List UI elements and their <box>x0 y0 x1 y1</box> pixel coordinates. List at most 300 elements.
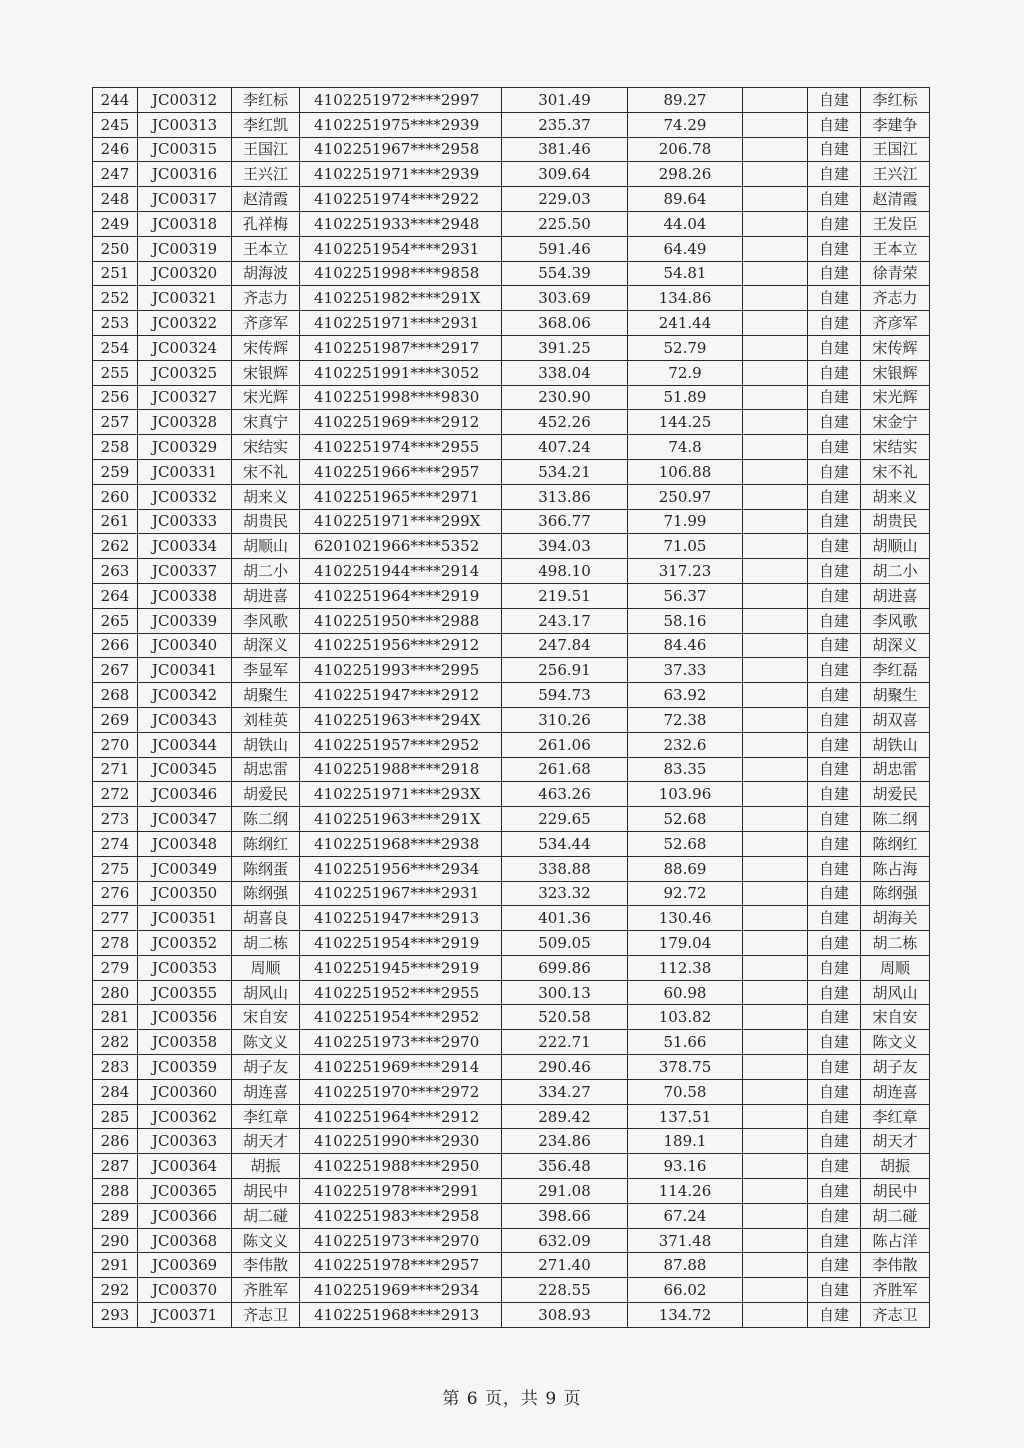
construction-type-cell: 自建 <box>808 1005 861 1030</box>
builder-name-cell: 胡二小 <box>861 559 930 584</box>
blank-cell-cell <box>743 683 808 708</box>
construction-type-cell: 自建 <box>808 1104 861 1129</box>
id-number-cell: 4102251947****2913 <box>300 906 502 931</box>
id-number-cell: 4102251974****2922 <box>300 187 502 212</box>
builder-name-cell: 李红磊 <box>861 658 930 683</box>
construction-type-cell: 自建 <box>808 112 861 137</box>
row-number-cell: 266 <box>93 633 138 658</box>
id-number-cell: 4102251990****2930 <box>300 1129 502 1154</box>
row-number-cell: 244 <box>93 88 138 113</box>
householder-name-cell: 李红标 <box>232 88 300 113</box>
homestead-area-cell: 391.25 <box>502 335 628 360</box>
table-row <box>93 360 930 385</box>
row-number-cell: 278 <box>93 931 138 956</box>
builder-name-cell: 胡忠雷 <box>861 757 930 782</box>
blank-cell-cell <box>743 509 808 534</box>
homestead-area-cell: 222.71 <box>502 1030 628 1055</box>
building-area-cell: 130.46 <box>628 906 743 931</box>
homestead-area-cell: 229.65 <box>502 807 628 832</box>
builder-name-cell: 王兴江 <box>861 162 930 187</box>
row-number-cell: 286 <box>93 1129 138 1154</box>
record-code-cell: JC00369 <box>138 1253 232 1278</box>
householder-name-cell: 陈文义 <box>232 1228 300 1253</box>
row-number-cell: 273 <box>93 807 138 832</box>
record-code-cell: JC00325 <box>138 360 232 385</box>
householder-name-cell: 胡二小 <box>232 559 300 584</box>
row-number-cell: 277 <box>93 906 138 931</box>
row-number-cell: 255 <box>93 360 138 385</box>
record-code-cell: JC00360 <box>138 1079 232 1104</box>
row-number-cell: 268 <box>93 683 138 708</box>
homestead-area-cell: 398.66 <box>502 1203 628 1228</box>
construction-type-cell: 自建 <box>808 906 861 931</box>
table-row <box>93 137 930 162</box>
row-number-cell: 276 <box>93 881 138 906</box>
householder-name-cell: 王国江 <box>232 137 300 162</box>
table-row <box>93 658 930 683</box>
footer-page-number: 6 <box>466 1389 479 1409</box>
building-area-cell: 88.69 <box>628 856 743 881</box>
householder-name-cell: 陈纲蛋 <box>232 856 300 881</box>
record-code-cell: JC00317 <box>138 187 232 212</box>
builder-name-cell: 王发臣 <box>861 211 930 236</box>
building-area-cell: 89.64 <box>628 187 743 212</box>
table-row <box>93 707 930 732</box>
blank-cell-cell <box>743 88 808 113</box>
homestead-area-cell: 300.13 <box>502 980 628 1005</box>
homestead-area-cell: 509.05 <box>502 931 628 956</box>
record-code-cell: JC00347 <box>138 807 232 832</box>
id-number-cell: 4102251968****2938 <box>300 831 502 856</box>
building-area-cell: 114.26 <box>628 1179 743 1204</box>
row-number-cell: 269 <box>93 707 138 732</box>
record-code-cell: JC00338 <box>138 583 232 608</box>
record-code-cell: JC00343 <box>138 707 232 732</box>
record-code-cell: JC00364 <box>138 1154 232 1179</box>
building-area-cell: 87.88 <box>628 1253 743 1278</box>
table-row <box>93 1129 930 1154</box>
blank-cell-cell <box>743 1030 808 1055</box>
building-area-cell: 58.16 <box>628 608 743 633</box>
table-row <box>93 211 930 236</box>
building-area-cell: 137.51 <box>628 1104 743 1129</box>
builder-name-cell: 胡天才 <box>861 1129 930 1154</box>
householder-name-cell: 宋真宁 <box>232 410 300 435</box>
row-number-cell: 263 <box>93 559 138 584</box>
record-code-cell: JC00348 <box>138 831 232 856</box>
id-number-cell: 4102251970****2972 <box>300 1079 502 1104</box>
id-number-cell: 4102251964****2919 <box>300 583 502 608</box>
row-number-cell: 290 <box>93 1228 138 1253</box>
row-number-cell: 249 <box>93 211 138 236</box>
householder-name-cell: 胡连喜 <box>232 1079 300 1104</box>
householder-name-cell: 陈纲强 <box>232 881 300 906</box>
homestead-area-cell: 334.27 <box>502 1079 628 1104</box>
blank-cell-cell <box>743 1055 808 1080</box>
householder-name-cell: 胡忠雷 <box>232 757 300 782</box>
page-footer <box>0 1384 1024 1409</box>
record-code-cell: JC00356 <box>138 1005 232 1030</box>
householder-name-cell: 宋光辉 <box>232 385 300 410</box>
blank-cell-cell <box>743 906 808 931</box>
row-number-cell: 270 <box>93 732 138 757</box>
construction-type-cell: 自建 <box>808 88 861 113</box>
blank-cell-cell <box>743 385 808 410</box>
row-number-cell: 288 <box>93 1179 138 1204</box>
blank-cell-cell <box>743 732 808 757</box>
construction-type-cell: 自建 <box>808 236 861 261</box>
table-row <box>93 335 930 360</box>
row-number-cell: 248 <box>93 187 138 212</box>
row-number-cell: 246 <box>93 137 138 162</box>
id-number-cell: 4102251967****2931 <box>300 881 502 906</box>
homestead-area-cell: 219.51 <box>502 583 628 608</box>
construction-type-cell: 自建 <box>808 286 861 311</box>
homestead-area-cell: 407.24 <box>502 435 628 460</box>
householder-name-cell: 胡二碰 <box>232 1203 300 1228</box>
table-row <box>93 1154 930 1179</box>
householder-name-cell: 齐志卫 <box>232 1303 300 1328</box>
blank-cell-cell <box>743 1129 808 1154</box>
table-row <box>93 1055 930 1080</box>
homestead-area-cell: 366.77 <box>502 509 628 534</box>
table-row <box>93 410 930 435</box>
record-code-cell: JC00345 <box>138 757 232 782</box>
homestead-area-cell: 243.17 <box>502 608 628 633</box>
record-code-cell: JC00355 <box>138 980 232 1005</box>
construction-type-cell: 自建 <box>808 658 861 683</box>
builder-name-cell: 徐青荣 <box>861 261 930 286</box>
construction-type-cell: 自建 <box>808 1203 861 1228</box>
table-row <box>93 187 930 212</box>
id-number-cell: 4102251954****2919 <box>300 931 502 956</box>
builder-name-cell: 胡民中 <box>861 1179 930 1204</box>
homestead-area-cell: 291.08 <box>502 1179 628 1204</box>
row-number-cell: 291 <box>93 1253 138 1278</box>
householder-name-cell: 李风歌 <box>232 608 300 633</box>
table-row <box>93 881 930 906</box>
homestead-area-cell: 228.55 <box>502 1278 628 1303</box>
id-number-cell: 4102251964****2912 <box>300 1104 502 1129</box>
householder-name-cell: 胡海波 <box>232 261 300 286</box>
homestead-area-cell: 452.26 <box>502 410 628 435</box>
builder-name-cell: 陈占海 <box>861 856 930 881</box>
blank-cell-cell <box>743 1005 808 1030</box>
builder-name-cell: 胡爱民 <box>861 782 930 807</box>
householder-name-cell: 陈纲红 <box>232 831 300 856</box>
record-code-cell: JC00327 <box>138 385 232 410</box>
record-code-cell: JC00332 <box>138 484 232 509</box>
building-area-cell: 44.04 <box>628 211 743 236</box>
homestead-area-cell: 247.84 <box>502 633 628 658</box>
householder-name-cell: 齐志力 <box>232 286 300 311</box>
construction-type-cell: 自建 <box>808 261 861 286</box>
record-code-cell: JC00312 <box>138 88 232 113</box>
building-area-cell: 52.68 <box>628 807 743 832</box>
construction-type-cell: 自建 <box>808 608 861 633</box>
table-row <box>93 931 930 956</box>
table-row <box>93 435 930 460</box>
table-row <box>93 459 930 484</box>
building-area-cell: 60.98 <box>628 980 743 1005</box>
id-number-cell: 4102251971****2939 <box>300 162 502 187</box>
builder-name-cell: 王本立 <box>861 236 930 261</box>
row-number-cell: 254 <box>93 335 138 360</box>
builder-name-cell: 陈纲强 <box>861 881 930 906</box>
homestead-area-cell: 310.26 <box>502 707 628 732</box>
building-area-cell: 84.46 <box>628 633 743 658</box>
building-area-cell: 103.96 <box>628 782 743 807</box>
record-code-cell: JC00350 <box>138 881 232 906</box>
construction-type-cell: 自建 <box>808 1303 861 1328</box>
building-area-cell: 112.38 <box>628 955 743 980</box>
table-row <box>93 1278 930 1303</box>
blank-cell-cell <box>743 162 808 187</box>
householder-name-cell: 孔祥梅 <box>232 211 300 236</box>
table-row <box>93 236 930 261</box>
id-number-cell: 4102251978****2991 <box>300 1179 502 1204</box>
building-area-cell: 56.37 <box>628 583 743 608</box>
homestead-area-cell: 323.32 <box>502 881 628 906</box>
householder-name-cell: 胡天才 <box>232 1129 300 1154</box>
builder-name-cell: 宋金宁 <box>861 410 930 435</box>
builder-name-cell: 胡海关 <box>861 906 930 931</box>
householder-name-cell: 陈文义 <box>232 1030 300 1055</box>
row-number-cell: 282 <box>93 1030 138 1055</box>
building-area-cell: 37.33 <box>628 658 743 683</box>
construction-type-cell: 自建 <box>808 410 861 435</box>
construction-type-cell: 自建 <box>808 1278 861 1303</box>
builder-name-cell: 齐彦军 <box>861 311 930 336</box>
builder-name-cell: 胡二碰 <box>861 1203 930 1228</box>
homestead-area-cell: 338.04 <box>502 360 628 385</box>
id-number-cell: 4102251933****2948 <box>300 211 502 236</box>
id-number-cell: 4102251993****2995 <box>300 658 502 683</box>
blank-cell-cell <box>743 1179 808 1204</box>
id-number-cell: 4102251954****2931 <box>300 236 502 261</box>
construction-type-cell: 自建 <box>808 1129 861 1154</box>
builder-name-cell: 齐胜军 <box>861 1278 930 1303</box>
building-area-cell: 63.92 <box>628 683 743 708</box>
id-number-cell: 4102251988****2918 <box>300 757 502 782</box>
building-area-cell: 72.9 <box>628 360 743 385</box>
homestead-area-cell: 401.36 <box>502 906 628 931</box>
homestead-area-cell: 356.48 <box>502 1154 628 1179</box>
householder-name-cell: 胡深义 <box>232 633 300 658</box>
householder-name-cell: 李伟散 <box>232 1253 300 1278</box>
householder-name-cell: 宋传辉 <box>232 335 300 360</box>
table-row <box>93 955 930 980</box>
record-code-cell: JC00320 <box>138 261 232 286</box>
householder-name-cell: 齐胜军 <box>232 1278 300 1303</box>
homestead-area-cell: 534.21 <box>502 459 628 484</box>
householder-name-cell: 胡进喜 <box>232 583 300 608</box>
homestead-area-cell: 554.39 <box>502 261 628 286</box>
construction-type-cell: 自建 <box>808 1079 861 1104</box>
table-row <box>93 906 930 931</box>
blank-cell-cell <box>743 236 808 261</box>
householder-name-cell: 齐彦军 <box>232 311 300 336</box>
footer-total-pages: 9 <box>545 1389 558 1409</box>
table-row <box>93 385 930 410</box>
construction-type-cell: 自建 <box>808 509 861 534</box>
builder-name-cell: 胡铁山 <box>861 732 930 757</box>
record-code-cell: JC00337 <box>138 559 232 584</box>
builder-name-cell: 宋不礼 <box>861 459 930 484</box>
building-area-cell: 298.26 <box>628 162 743 187</box>
building-area-cell: 83.35 <box>628 757 743 782</box>
construction-type-cell: 自建 <box>808 360 861 385</box>
row-number-cell: 251 <box>93 261 138 286</box>
homestead-area-cell: 463.26 <box>502 782 628 807</box>
record-code-cell: JC00331 <box>138 459 232 484</box>
householder-name-cell: 宋结实 <box>232 435 300 460</box>
building-area-cell: 144.25 <box>628 410 743 435</box>
construction-type-cell: 自建 <box>808 931 861 956</box>
construction-type-cell: 自建 <box>808 1154 861 1179</box>
record-code-cell: JC00322 <box>138 311 232 336</box>
row-number-cell: 279 <box>93 955 138 980</box>
homestead-area-cell: 591.46 <box>502 236 628 261</box>
builder-name-cell: 齐志卫 <box>861 1303 930 1328</box>
construction-type-cell: 自建 <box>808 459 861 484</box>
builder-name-cell: 胡深义 <box>861 633 930 658</box>
record-code-cell: JC00353 <box>138 955 232 980</box>
record-code-cell: JC00318 <box>138 211 232 236</box>
row-number-cell: 262 <box>93 534 138 559</box>
row-number-cell: 292 <box>93 1278 138 1303</box>
homestead-area-cell: 261.68 <box>502 757 628 782</box>
table-row <box>93 112 930 137</box>
id-number-cell: 4102251952****2955 <box>300 980 502 1005</box>
row-number-cell: 284 <box>93 1079 138 1104</box>
householder-name-cell: 胡顺山 <box>232 534 300 559</box>
builder-name-cell: 宋银辉 <box>861 360 930 385</box>
homestead-area-cell: 290.46 <box>502 1055 628 1080</box>
householder-name-cell: 胡风山 <box>232 980 300 1005</box>
builder-name-cell: 胡振 <box>861 1154 930 1179</box>
row-number-cell: 250 <box>93 236 138 261</box>
building-area-cell: 52.79 <box>628 335 743 360</box>
homestead-area-cell: 594.73 <box>502 683 628 708</box>
row-number-cell: 272 <box>93 782 138 807</box>
builder-name-cell: 李建争 <box>861 112 930 137</box>
building-area-cell: 92.72 <box>628 881 743 906</box>
householder-name-cell: 胡铁山 <box>232 732 300 757</box>
id-number-cell: 4102251987****2917 <box>300 335 502 360</box>
table-row <box>93 608 930 633</box>
blank-cell-cell <box>743 931 808 956</box>
blank-cell-cell <box>743 856 808 881</box>
id-number-cell: 4102251969****2912 <box>300 410 502 435</box>
builder-name-cell: 赵清霞 <box>861 187 930 212</box>
row-number-cell: 265 <box>93 608 138 633</box>
id-number-cell: 4102251991****3052 <box>300 360 502 385</box>
blank-cell-cell <box>743 286 808 311</box>
id-number-cell: 4102251998****9830 <box>300 385 502 410</box>
record-code-cell: JC00328 <box>138 410 232 435</box>
builder-name-cell: 胡双喜 <box>861 707 930 732</box>
blank-cell-cell <box>743 583 808 608</box>
construction-type-cell: 自建 <box>808 162 861 187</box>
record-code-cell: JC00334 <box>138 534 232 559</box>
id-number-cell: 4102251998****9858 <box>300 261 502 286</box>
id-number-cell: 4102251950****2988 <box>300 608 502 633</box>
table-row <box>93 1253 930 1278</box>
row-number-cell: 267 <box>93 658 138 683</box>
blank-cell-cell <box>743 559 808 584</box>
record-code-cell: JC00351 <box>138 906 232 931</box>
homestead-area-cell: 313.86 <box>502 484 628 509</box>
row-number-cell: 252 <box>93 286 138 311</box>
record-code-cell: JC00362 <box>138 1104 232 1129</box>
record-code-cell: JC00340 <box>138 633 232 658</box>
record-code-cell: JC00363 <box>138 1129 232 1154</box>
building-area-cell: 189.1 <box>628 1129 743 1154</box>
table-row <box>93 1179 930 1204</box>
row-number-cell: 259 <box>93 459 138 484</box>
id-number-cell: 4102251967****2958 <box>300 137 502 162</box>
id-number-cell: 4102251972****2997 <box>300 88 502 113</box>
householder-name-cell: 刘桂英 <box>232 707 300 732</box>
blank-cell-cell <box>743 831 808 856</box>
householder-name-cell: 李红凯 <box>232 112 300 137</box>
blank-cell-cell <box>743 1278 808 1303</box>
record-code-cell: JC00316 <box>138 162 232 187</box>
record-code-cell: JC00359 <box>138 1055 232 1080</box>
homestead-area-cell: 381.46 <box>502 137 628 162</box>
table-row <box>93 782 930 807</box>
footer-middle: 页，共 <box>485 1389 539 1409</box>
table-row <box>93 732 930 757</box>
construction-type-cell: 自建 <box>808 583 861 608</box>
homestead-area-cell: 225.50 <box>502 211 628 236</box>
building-area-cell: 93.16 <box>628 1154 743 1179</box>
record-code-cell: JC00324 <box>138 335 232 360</box>
homestead-area-cell: 235.37 <box>502 112 628 137</box>
id-number-cell: 4102251969****2934 <box>300 1278 502 1303</box>
builder-name-cell: 李伟散 <box>861 1253 930 1278</box>
row-number-cell: 253 <box>93 311 138 336</box>
id-number-cell: 4102251965****2971 <box>300 484 502 509</box>
record-code-cell: JC00341 <box>138 658 232 683</box>
table-row <box>93 831 930 856</box>
blank-cell-cell <box>743 211 808 236</box>
householder-name-cell: 赵清霞 <box>232 187 300 212</box>
builder-name-cell: 李风歌 <box>861 608 930 633</box>
homestead-area-cell: 520.58 <box>502 1005 628 1030</box>
construction-type-cell: 自建 <box>808 559 861 584</box>
table-row <box>93 1079 930 1104</box>
blank-cell-cell <box>743 112 808 137</box>
row-number-cell: 257 <box>93 410 138 435</box>
construction-type-cell: 自建 <box>808 534 861 559</box>
blank-cell-cell <box>743 137 808 162</box>
building-area-cell: 51.89 <box>628 385 743 410</box>
blank-cell-cell <box>743 311 808 336</box>
householder-name-cell: 胡来义 <box>232 484 300 509</box>
homestead-area-cell: 534.44 <box>502 831 628 856</box>
building-area-cell: 232.6 <box>628 732 743 757</box>
building-area-cell: 317.23 <box>628 559 743 584</box>
building-area-cell: 67.24 <box>628 1203 743 1228</box>
record-code-cell: JC00313 <box>138 112 232 137</box>
householder-name-cell: 胡聚生 <box>232 683 300 708</box>
homestead-area-cell: 368.06 <box>502 311 628 336</box>
construction-type-cell: 自建 <box>808 807 861 832</box>
table-row <box>93 162 930 187</box>
blank-cell-cell <box>743 261 808 286</box>
